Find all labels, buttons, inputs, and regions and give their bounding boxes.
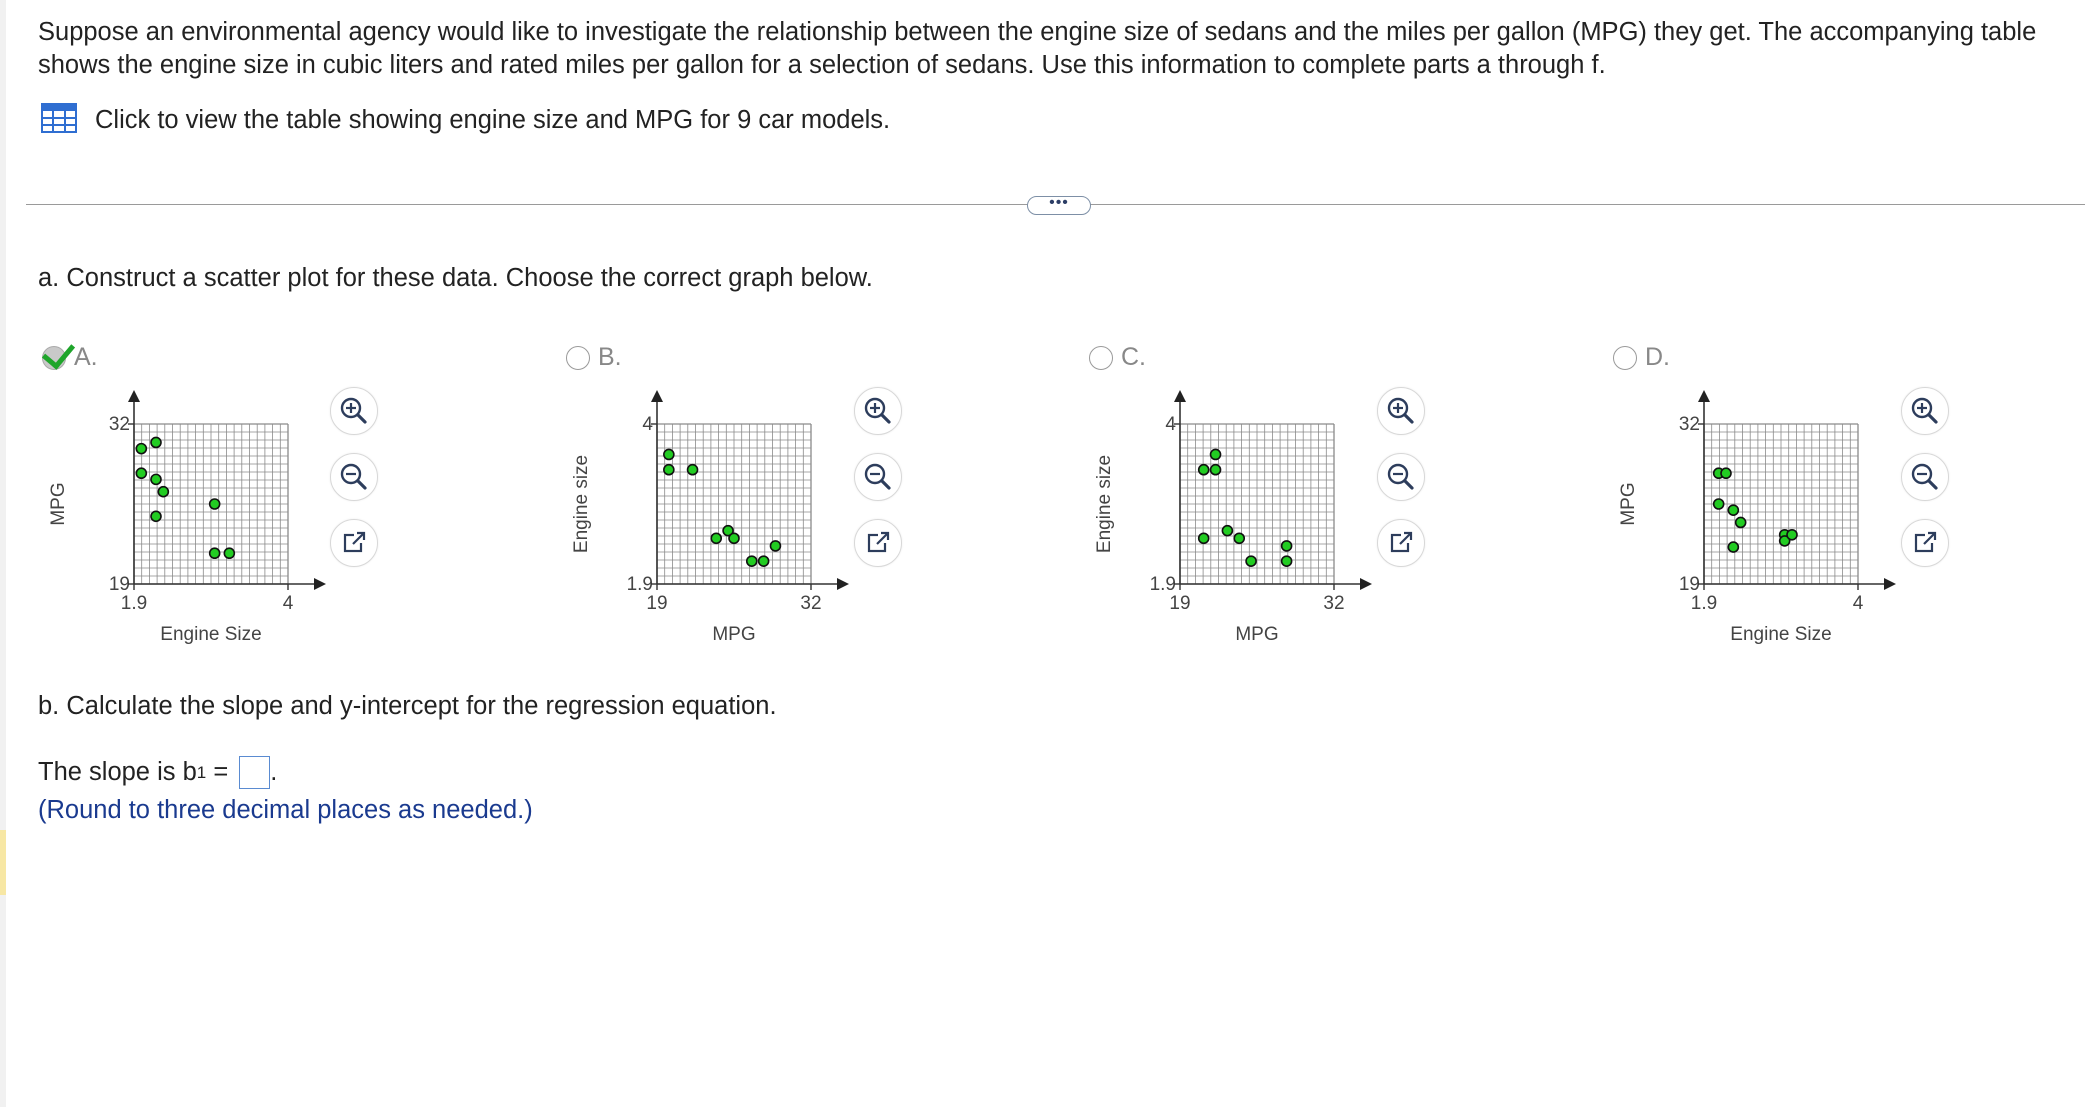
x-axis-label: MPG	[1235, 624, 1279, 645]
y-tick-label-min: 19	[108, 574, 130, 595]
x-axis-label: MPG	[712, 624, 756, 645]
x-tick-label-min: 1.9	[120, 593, 148, 614]
data-point	[1199, 533, 1209, 543]
y-tick-label-min: 1.9	[1149, 574, 1176, 595]
data-point	[1222, 526, 1232, 536]
popout-button[interactable]	[1377, 519, 1425, 567]
data-point	[151, 437, 161, 447]
data-point	[224, 548, 234, 558]
y-axis-label: MPG	[1618, 482, 1639, 526]
y-tick-label-max: 32	[108, 414, 130, 435]
slope-answer-line	[38, 756, 277, 789]
data-point	[1787, 530, 1797, 540]
slope-equals: =	[206, 758, 236, 786]
data-point	[158, 487, 168, 497]
data-point	[136, 468, 146, 478]
slope-answer-input[interactable]	[239, 756, 270, 789]
data-point	[1211, 465, 1221, 475]
x-axis-arrow	[314, 578, 326, 590]
y-tick-label-min: 19	[1678, 574, 1700, 595]
data-point	[1211, 449, 1221, 459]
option-a-radio[interactable]	[42, 343, 98, 372]
slope-subscript: 1	[196, 762, 207, 782]
data-point	[664, 449, 674, 459]
data-point	[151, 474, 161, 484]
x-tick-label-max: 4	[282, 593, 294, 614]
option-d-radio[interactable]	[1613, 343, 1670, 372]
data-point	[1728, 542, 1738, 552]
scatter-plot-d	[1610, 380, 1910, 650]
data-point	[136, 444, 146, 454]
y-tick-label-max: 4	[642, 414, 653, 435]
scatter-plot-b	[563, 380, 863, 650]
slope-prefix: The slope is b	[38, 758, 197, 786]
data-point	[1282, 556, 1292, 566]
data-point	[729, 533, 739, 543]
left-margin-bar	[0, 0, 6, 1107]
data-point	[210, 548, 220, 558]
view-table-link[interactable]	[41, 103, 890, 138]
x-axis-label: Engine Size	[1730, 624, 1832, 645]
zoom-out-button[interactable]	[854, 453, 902, 501]
x-tick-label-max: 4	[1852, 593, 1864, 614]
left-margin-accent	[0, 830, 6, 895]
x-axis-arrow	[1360, 578, 1372, 590]
option-b-radio[interactable]	[566, 343, 622, 372]
zoom-in-button[interactable]	[330, 387, 378, 435]
x-tick-label-min: 1.9	[1690, 593, 1718, 614]
intro-text: Suppose an environmental agency would like to investigate the relationship between the engine size of sedans and the miles per gallon (MPG) they get. The accompanying table shows the engine size in cubic liters and rated miles per gallon for a selection of sedans. Use this information to complete parts a through f.	[38, 18, 2037, 79]
x-tick-label-min: 19	[646, 593, 668, 614]
data-point	[770, 541, 780, 551]
part-b-question: b. Calculate the slope and y-intercept for the regression equation.	[38, 692, 777, 720]
x-axis-arrow	[1884, 578, 1896, 590]
data-point	[1721, 468, 1731, 478]
y-axis-arrow	[651, 390, 663, 402]
expand-more-button[interactable]: •••	[1027, 196, 1091, 215]
data-point	[1282, 541, 1292, 551]
zoom-out-button[interactable]	[1901, 453, 1949, 501]
zoom-out-button[interactable]	[1377, 453, 1425, 501]
radio-c[interactable]	[1089, 346, 1113, 370]
data-point	[747, 556, 757, 566]
x-tick-label-max: 32	[800, 593, 822, 614]
zoom-in-button[interactable]	[1377, 387, 1425, 435]
x-tick-label-max: 32	[1323, 593, 1345, 614]
radio-d[interactable]	[1613, 346, 1637, 370]
y-axis-label: Engine size	[571, 454, 592, 554]
table-icon	[41, 103, 77, 138]
data-point	[1728, 505, 1738, 515]
option-d-label: D.	[1645, 343, 1670, 371]
option-c-label: C.	[1121, 343, 1146, 371]
popout-button[interactable]	[1901, 519, 1949, 567]
data-point	[1736, 517, 1746, 527]
x-axis-label: Engine Size	[160, 624, 262, 645]
zoom-in-button[interactable]	[1901, 387, 1949, 435]
option-b-label: B.	[598, 343, 622, 371]
scatter-plot-c	[1086, 380, 1386, 650]
data-point	[1234, 533, 1244, 543]
data-point	[1714, 499, 1724, 509]
x-tick-label-min: 19	[1169, 593, 1191, 614]
data-point	[759, 556, 769, 566]
data-point	[664, 465, 674, 475]
option-c-radio[interactable]	[1089, 343, 1146, 372]
data-point	[151, 511, 161, 521]
view-table-link-text: Click to view the table showing engine size and MPG for 9 car models.	[95, 106, 891, 134]
x-axis-arrow	[837, 578, 849, 590]
part-a-question: a. Construct a scatter plot for these data. Choose the correct graph below.	[38, 264, 873, 292]
y-axis-label: MPG	[48, 482, 69, 526]
option-a-label: A.	[74, 343, 98, 371]
y-tick-label-max: 32	[1678, 414, 1700, 435]
slope-period: .	[270, 758, 278, 786]
popout-button[interactable]	[330, 519, 378, 567]
radio-a[interactable]	[42, 346, 66, 370]
data-point	[210, 499, 220, 509]
y-axis-arrow	[1698, 390, 1710, 402]
y-tick-label-min: 1.9	[626, 574, 653, 595]
data-point	[1246, 556, 1256, 566]
y-tick-label-max: 4	[1165, 414, 1176, 435]
zoom-out-button[interactable]	[330, 453, 378, 501]
data-point	[711, 533, 721, 543]
y-axis-arrow	[1174, 390, 1186, 402]
data-point	[688, 465, 698, 475]
popout-button[interactable]	[854, 519, 902, 567]
scatter-plot-a	[40, 380, 340, 650]
y-axis-arrow	[128, 390, 140, 402]
radio-b[interactable]	[566, 346, 590, 370]
correct-check-icon	[42, 335, 75, 369]
zoom-in-button[interactable]	[854, 387, 902, 435]
y-axis-label: Engine size	[1094, 454, 1115, 554]
rounding-hint: (Round to three decimal places as needed.)	[38, 796, 533, 824]
data-point	[1199, 465, 1209, 475]
